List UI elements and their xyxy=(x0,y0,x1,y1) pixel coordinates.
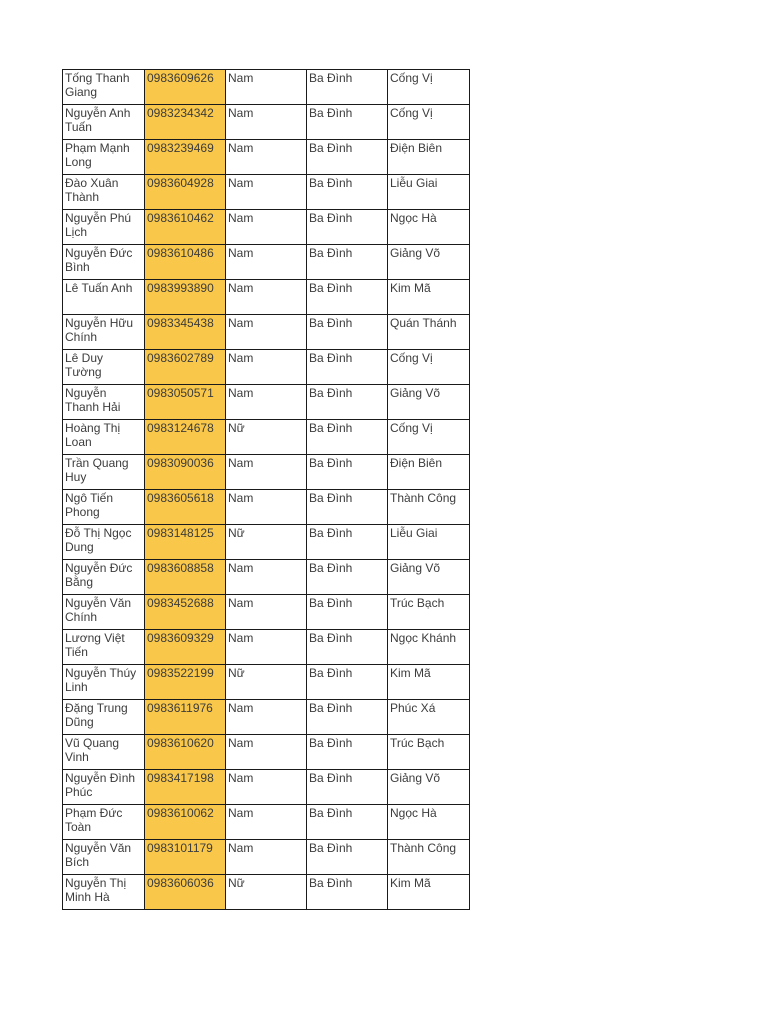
cell-phone: 0983452688 xyxy=(145,595,226,630)
cell-district: Ba Đình xyxy=(307,385,388,420)
cell-ward: Giảng Võ xyxy=(388,245,470,280)
cell-name: Nguyễn Phú Lịch xyxy=(63,210,145,245)
cell-name: Nguyễn Đức Bình xyxy=(63,245,145,280)
cell-gender: Nam xyxy=(226,385,307,420)
cell-district: Ba Đình xyxy=(307,840,388,875)
table-row xyxy=(63,420,470,455)
cell-phone: 0983604928 xyxy=(145,175,226,210)
cell-name: Lê Tuấn Anh xyxy=(63,280,145,315)
cell-district: Ba Đình xyxy=(307,420,388,455)
cell-name: Hoàng Thị Loan xyxy=(63,420,145,455)
cell-phone: 0983602789 xyxy=(145,350,226,385)
cell-gender: Nam xyxy=(226,140,307,175)
table-row xyxy=(63,455,470,490)
cell-gender: Nữ xyxy=(226,665,307,700)
cell-phone: 0983101179 xyxy=(145,840,226,875)
cell-gender: Nam xyxy=(226,175,307,210)
cell-phone: 0983609626 xyxy=(145,70,226,105)
cell-district: Ba Đình xyxy=(307,350,388,385)
cell-phone: 0983239469 xyxy=(145,140,226,175)
cell-gender: Nam xyxy=(226,630,307,665)
table-row xyxy=(63,175,470,210)
cell-district: Ba Đình xyxy=(307,455,388,490)
table-row xyxy=(63,805,470,840)
cell-district: Ba Đình xyxy=(307,210,388,245)
cell-phone: 0983610462 xyxy=(145,210,226,245)
cell-district: Ba Đình xyxy=(307,630,388,665)
cell-ward: Thành Công xyxy=(388,490,470,525)
cell-ward: Liễu Giai xyxy=(388,175,470,210)
table-row xyxy=(63,70,470,105)
cell-name: Lê Duy Tường xyxy=(63,350,145,385)
table-row xyxy=(63,735,470,770)
cell-gender: Nam xyxy=(226,280,307,315)
cell-gender: Nam xyxy=(226,560,307,595)
cell-ward: Kim Mã xyxy=(388,280,470,315)
table-row xyxy=(63,210,470,245)
table-row xyxy=(63,700,470,735)
cell-gender: Nam xyxy=(226,245,307,280)
cell-district: Ba Đình xyxy=(307,70,388,105)
table-row xyxy=(63,595,470,630)
cell-phone: 0983522199 xyxy=(145,665,226,700)
cell-name: Vũ Quang Vinh xyxy=(63,735,145,770)
cell-phone: 0983610620 xyxy=(145,735,226,770)
table-row xyxy=(63,875,470,910)
cell-district: Ba Đình xyxy=(307,700,388,735)
cell-gender: Nam xyxy=(226,70,307,105)
cell-name: Lương Việt Tiến xyxy=(63,630,145,665)
cell-ward: Ngọc Hà xyxy=(388,210,470,245)
cell-phone: 0983610486 xyxy=(145,245,226,280)
cell-phone: 0983050571 xyxy=(145,385,226,420)
table-row xyxy=(63,525,470,560)
cell-district: Ba Đình xyxy=(307,245,388,280)
cell-gender: Nữ xyxy=(226,420,307,455)
cell-name: Đào Xuân Thành xyxy=(63,175,145,210)
cell-name: Đỗ Thị Ngọc Dung xyxy=(63,525,145,560)
cell-phone: 0983606036 xyxy=(145,875,226,910)
cell-ward: Kim Mã xyxy=(388,875,470,910)
cell-name: Nguyễn Thúy Linh xyxy=(63,665,145,700)
cell-phone: 0983234342 xyxy=(145,105,226,140)
table-row xyxy=(63,350,470,385)
cell-name: Tống Thanh Giang xyxy=(63,70,145,105)
cell-district: Ba Đình xyxy=(307,525,388,560)
table-row xyxy=(63,770,470,805)
cell-district: Ba Đình xyxy=(307,490,388,525)
cell-district: Ba Đình xyxy=(307,175,388,210)
cell-district: Ba Đình xyxy=(307,560,388,595)
cell-phone: 0983124678 xyxy=(145,420,226,455)
cell-gender: Nam xyxy=(226,770,307,805)
cell-name: Nguyễn Văn Bích xyxy=(63,840,145,875)
cell-phone: 0983609329 xyxy=(145,630,226,665)
cell-name: Nguyễn Đức Bằng xyxy=(63,560,145,595)
cell-phone: 0983608858 xyxy=(145,560,226,595)
cell-ward: Cống Vị xyxy=(388,420,470,455)
cell-phone: 0983610062 xyxy=(145,805,226,840)
cell-phone: 0983605618 xyxy=(145,490,226,525)
cell-name: Đặng Trung Dũng xyxy=(63,700,145,735)
cell-ward: Điện Biên xyxy=(388,455,470,490)
cell-ward: Cống Vị xyxy=(388,350,470,385)
cell-ward: Phúc Xá xyxy=(388,700,470,735)
cell-ward: Giảng Võ xyxy=(388,770,470,805)
cell-ward: Trúc Bạch xyxy=(388,735,470,770)
cell-ward: Cống Vị xyxy=(388,105,470,140)
cell-name: Ngô Tiến Phong xyxy=(63,490,145,525)
table-row xyxy=(63,560,470,595)
cell-name: Nguyễn Văn Chính xyxy=(63,595,145,630)
cell-district: Ba Đình xyxy=(307,140,388,175)
cell-name: Nguyễn Thị Minh Hà xyxy=(63,875,145,910)
table-row xyxy=(63,245,470,280)
cell-gender: Nam xyxy=(226,455,307,490)
cell-ward: Thành Công xyxy=(388,840,470,875)
cell-district: Ba Đình xyxy=(307,105,388,140)
cell-gender: Nam xyxy=(226,105,307,140)
cell-district: Ba Đình xyxy=(307,735,388,770)
cell-name: Trần Quang Huy xyxy=(63,455,145,490)
cell-gender: Nam xyxy=(226,490,307,525)
cell-phone: 0983148125 xyxy=(145,525,226,560)
cell-district: Ba Đình xyxy=(307,875,388,910)
cell-ward: Liễu Giai xyxy=(388,525,470,560)
table-row xyxy=(63,630,470,665)
cell-phone: 0983417198 xyxy=(145,770,226,805)
cell-district: Ba Đình xyxy=(307,280,388,315)
cell-ward: Điện Biên xyxy=(388,140,470,175)
cell-name: Nguyễn Anh Tuấn xyxy=(63,105,145,140)
cell-gender: Nam xyxy=(226,595,307,630)
cell-gender: Nam xyxy=(226,350,307,385)
cell-gender: Nam xyxy=(226,805,307,840)
cell-ward: Giảng Võ xyxy=(388,560,470,595)
cell-gender: Nam xyxy=(226,315,307,350)
cell-phone: 0983993890 xyxy=(145,280,226,315)
cell-name: Phạm Đức Toàn xyxy=(63,805,145,840)
cell-ward: Quán Thánh xyxy=(388,315,470,350)
cell-gender: Nam xyxy=(226,840,307,875)
cell-gender: Nữ xyxy=(226,875,307,910)
cell-district: Ba Đình xyxy=(307,770,388,805)
cell-gender: Nữ xyxy=(226,525,307,560)
contact-table xyxy=(62,69,470,910)
cell-district: Ba Đình xyxy=(307,665,388,700)
cell-ward: Giảng Võ xyxy=(388,385,470,420)
cell-phone: 0983090036 xyxy=(145,455,226,490)
table-row xyxy=(63,665,470,700)
cell-phone: 0983611976 xyxy=(145,700,226,735)
cell-gender: Nam xyxy=(226,735,307,770)
cell-gender: Nam xyxy=(226,210,307,245)
table-row xyxy=(63,105,470,140)
cell-name: Nguyễn Thanh Hải xyxy=(63,385,145,420)
cell-district: Ba Đình xyxy=(307,805,388,840)
cell-ward: Cống Vị xyxy=(388,70,470,105)
cell-district: Ba Đình xyxy=(307,595,388,630)
cell-ward: Ngọc Khánh xyxy=(388,630,470,665)
table-row xyxy=(63,385,470,420)
table-row xyxy=(63,280,470,315)
cell-ward: Ngọc Hà xyxy=(388,805,470,840)
contact-table-body xyxy=(63,70,470,910)
cell-phone: 0983345438 xyxy=(145,315,226,350)
table-row xyxy=(63,840,470,875)
cell-gender: Nam xyxy=(226,700,307,735)
cell-ward: Kim Mã xyxy=(388,665,470,700)
cell-district: Ba Đình xyxy=(307,315,388,350)
cell-name: Phạm Mạnh Long xyxy=(63,140,145,175)
table-row xyxy=(63,490,470,525)
cell-name: Nguyễn Đình Phúc xyxy=(63,770,145,805)
table-row xyxy=(63,315,470,350)
table-row xyxy=(63,140,470,175)
cell-name: Nguyễn Hữu Chính xyxy=(63,315,145,350)
cell-ward: Trúc Bạch xyxy=(388,595,470,630)
